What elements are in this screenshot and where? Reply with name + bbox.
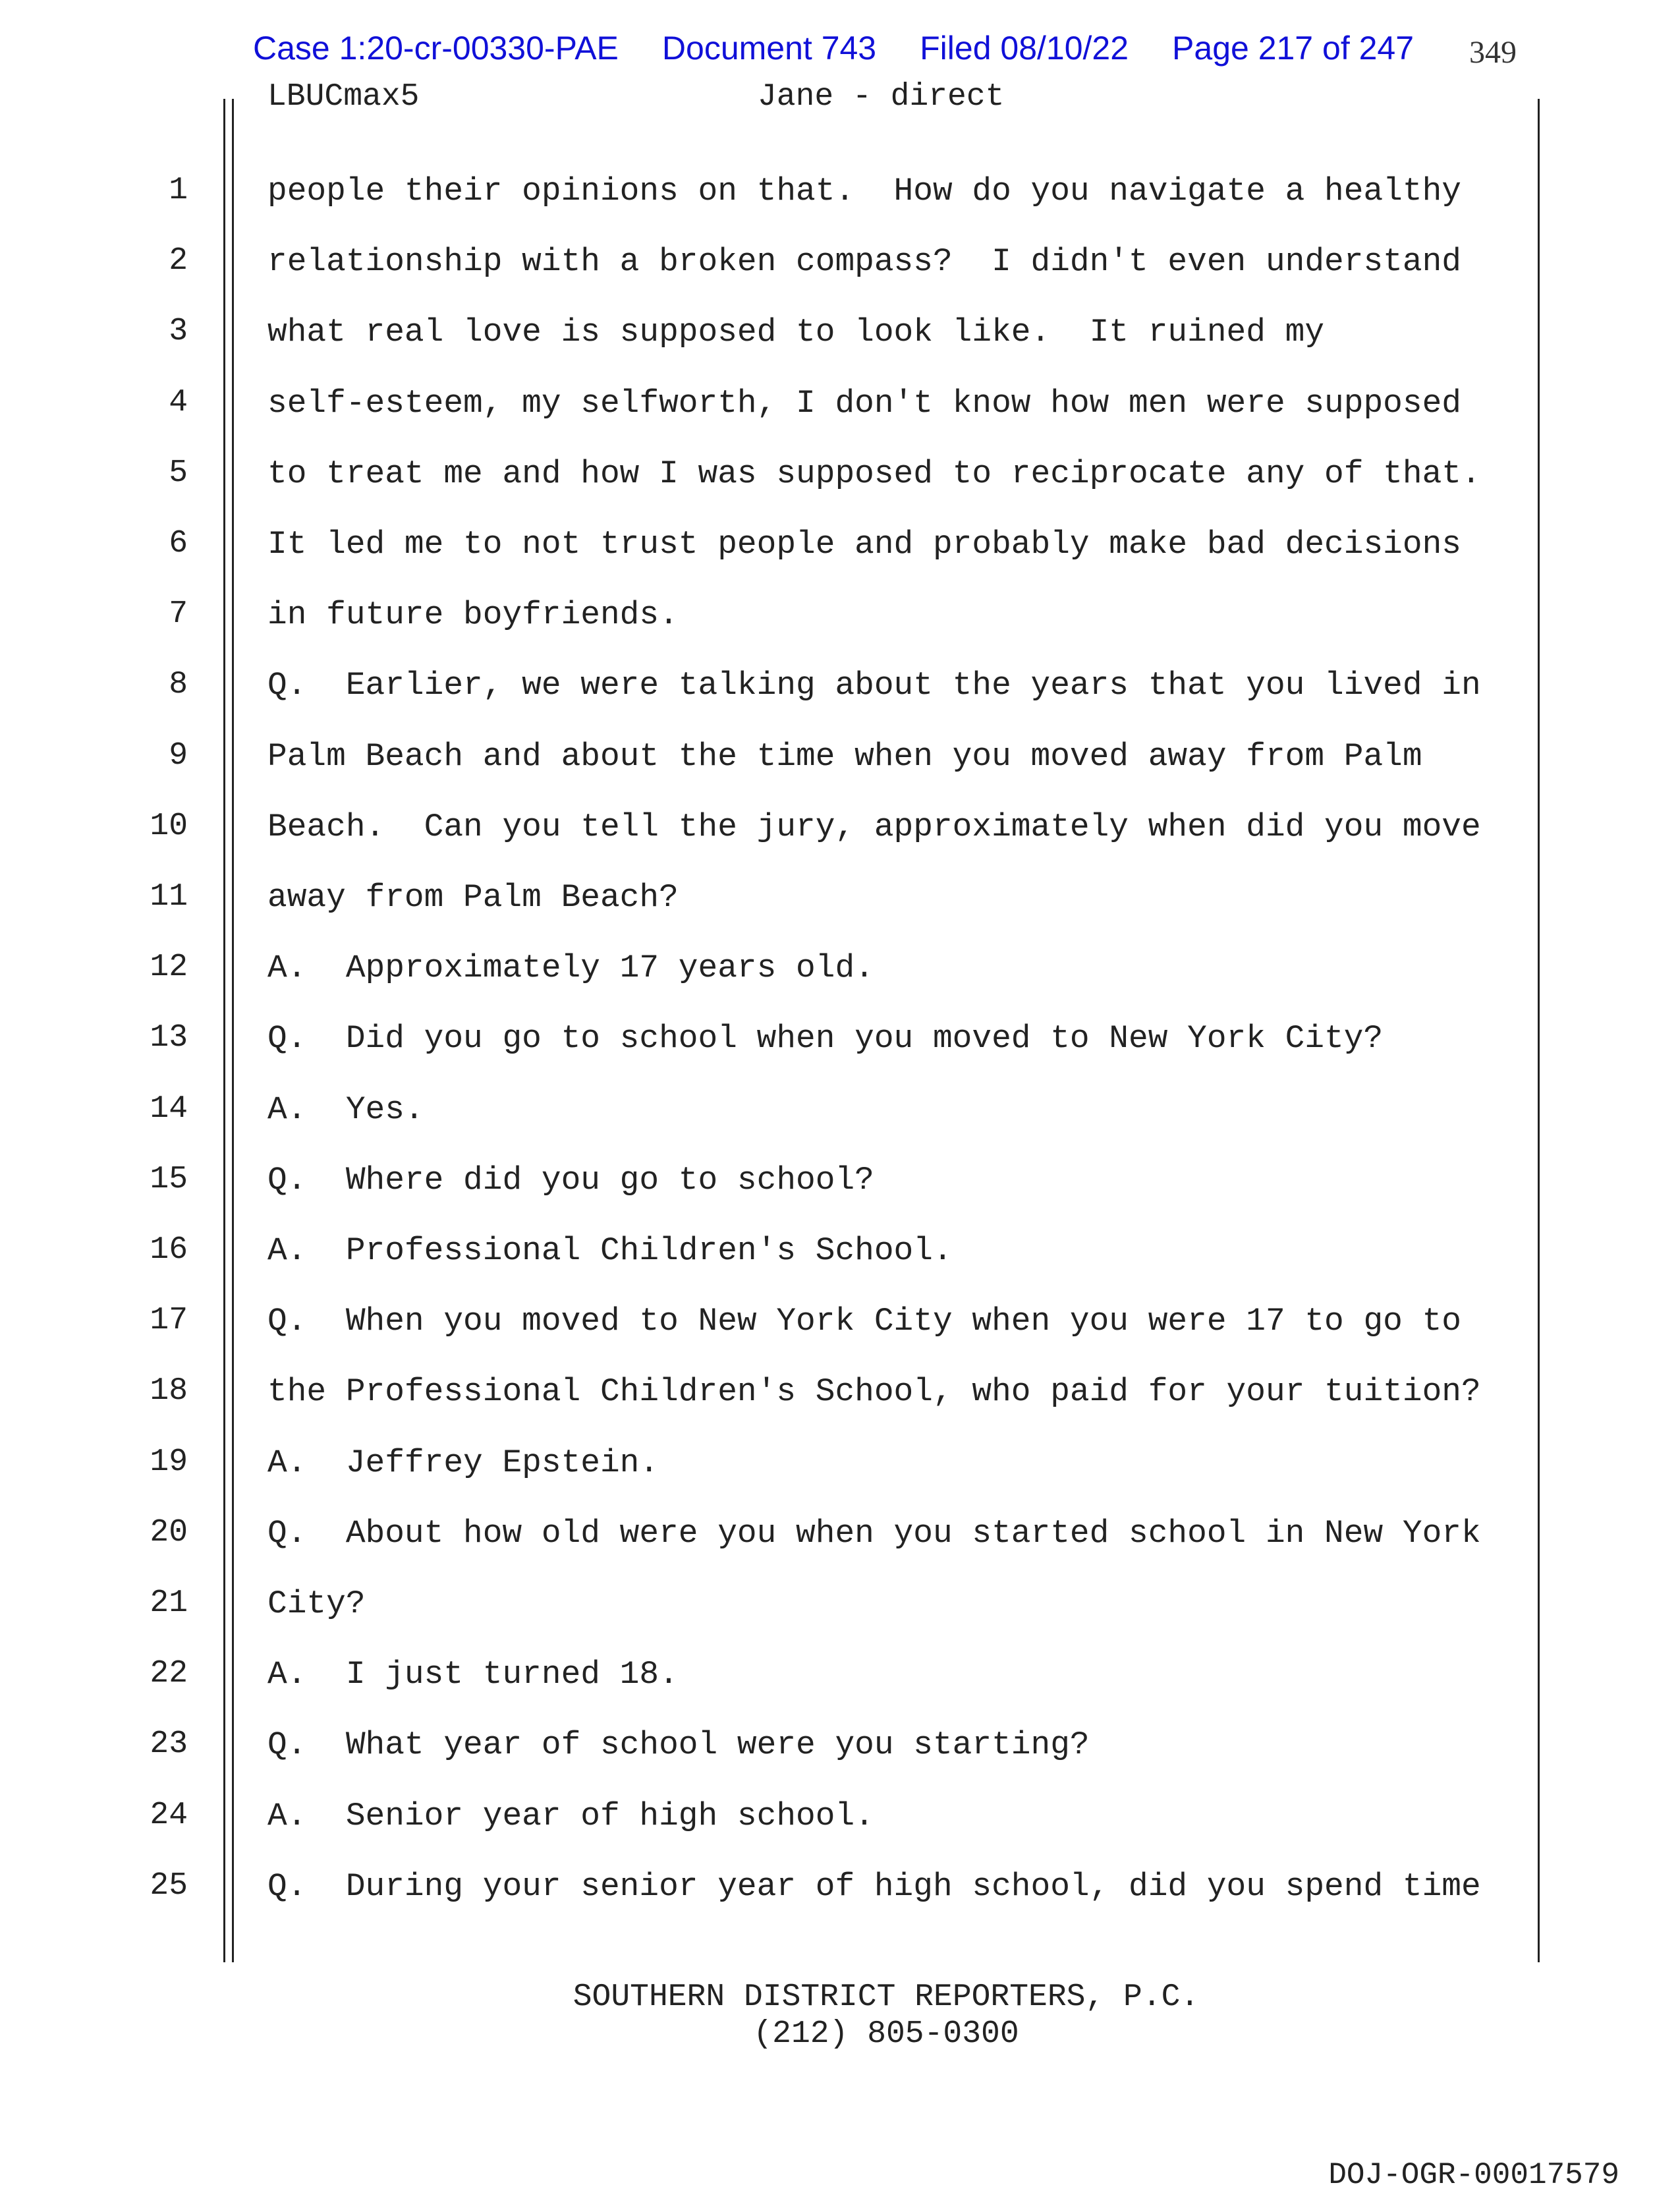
line-number: 12 xyxy=(150,950,188,986)
line-number: 18 xyxy=(150,1373,188,1409)
bates-number: DOJ-OGR-00017579 xyxy=(1328,2158,1619,2192)
document-number: Document 743 xyxy=(661,30,877,67)
transcript-line: A. Jeffrey Epstein. xyxy=(267,1444,659,1481)
transcript-line: A. Approximately 17 years old. xyxy=(267,950,874,987)
line-number: 10 xyxy=(150,808,188,844)
transcript-line: Beach. Can you tell the jury, approximately when did you move xyxy=(267,808,1481,845)
transcript-line: City? xyxy=(267,1585,366,1622)
left-margin-rule xyxy=(232,99,234,1962)
footer-reporter: SOUTHERN DISTRICT REPORTERS, P.C. xyxy=(573,1979,1200,2015)
transcript-line: people their opinions on that. How do you navigate a healthy xyxy=(267,173,1461,210)
line-number: 19 xyxy=(150,1444,188,1480)
right-margin-rule xyxy=(1538,99,1540,1962)
transcript-line: A. I just turned 18. xyxy=(267,1656,679,1693)
line-number: 21 xyxy=(150,1585,188,1621)
transcript-line: the Professional Children's School, who paid for your tuition? xyxy=(267,1373,1481,1411)
line-number: 17 xyxy=(150,1303,188,1339)
line-number: 13 xyxy=(150,1020,188,1056)
transcript-line: A. Professional Children's School. xyxy=(267,1232,953,1269)
transcript-line: Q. Did you go to school when you moved to New York City? xyxy=(267,1020,1384,1058)
footer-phone: (212) 805-0300 xyxy=(753,2016,1019,2052)
court-filing-stamp xyxy=(253,29,1457,67)
transcript-line: in future boyfriends. xyxy=(267,596,679,634)
transcript-line: Palm Beach and about the time when you moved away from Palm xyxy=(267,737,1422,775)
transcript-line: Q. When you moved to New York City when you were 17 to go to xyxy=(267,1303,1461,1340)
line-number: 25 xyxy=(150,1867,188,1904)
line-number: 4 xyxy=(169,384,188,420)
header-witness: Jane - direct xyxy=(758,79,1005,115)
transcript-page-number: 349 xyxy=(1469,35,1517,70)
line-number: 8 xyxy=(169,667,188,703)
transcript-line: to treat me and how I was supposed to reciprocate any of that. xyxy=(267,455,1481,492)
line-number: 2 xyxy=(169,243,188,279)
line-number: 23 xyxy=(150,1726,188,1763)
transcript-line: Q. During your senior year of high school, did you spend time xyxy=(267,1867,1481,1905)
line-number: 7 xyxy=(169,596,188,633)
page-of: Page 217 of 247 xyxy=(1172,30,1414,67)
transcript-line: self-esteem, my selfworth, I don't know how men were supposed xyxy=(267,384,1461,422)
line-number: 20 xyxy=(150,1514,188,1550)
transcript-line: Q. Where did you go to school? xyxy=(267,1161,874,1199)
transcript-line: Q. About how old were you when you started school in New York xyxy=(267,1514,1481,1552)
line-number: 3 xyxy=(169,314,188,350)
transcript-line: away from Palm Beach? xyxy=(267,879,679,916)
line-number: 11 xyxy=(150,879,188,915)
transcript-line: A. Yes. xyxy=(267,1091,424,1128)
left-margin-rule xyxy=(223,99,225,1962)
transcript-line: relationship with a broken compass? I didn't even understand xyxy=(267,243,1461,281)
header-code: LBUCmax5 xyxy=(267,79,420,115)
line-number: 24 xyxy=(150,1797,188,1833)
line-number: 5 xyxy=(169,455,188,491)
line-number: 14 xyxy=(150,1091,188,1127)
line-number: 22 xyxy=(150,1656,188,1692)
line-number: 9 xyxy=(169,737,188,774)
line-number: 1 xyxy=(169,173,188,208)
transcript-line: It led me to not trust people and probably make bad decisions xyxy=(267,526,1461,563)
transcript-line: A. Senior year of high school. xyxy=(267,1797,874,1834)
transcript-line: Q. What year of school were you starting? xyxy=(267,1726,1090,1764)
transcript-line: what real love is supposed to look like. It ruined my xyxy=(267,314,1325,351)
line-number: 15 xyxy=(150,1161,188,1197)
transcript-line: Q. Earlier, we were talking about the years that you lived in xyxy=(267,667,1481,704)
filed-date: Filed 08/10/22 xyxy=(920,30,1129,67)
line-number: 6 xyxy=(169,526,188,561)
case-number: Case 1:20-cr-00330-PAE xyxy=(253,30,619,67)
line-number: 16 xyxy=(150,1232,188,1268)
